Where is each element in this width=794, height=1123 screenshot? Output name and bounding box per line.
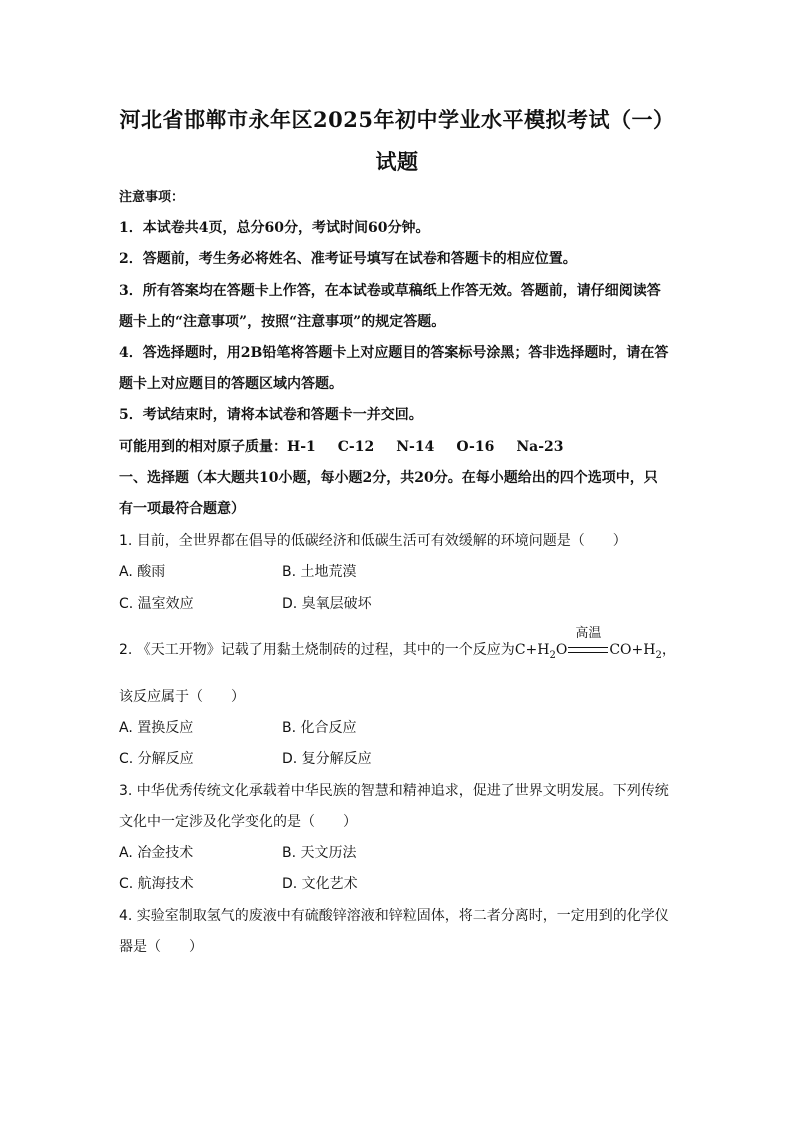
question-4-stem: 4. 实验室制取氢气的废液中有硫酸锌溶液和锌粒固体，将二者分离时，一定用到的化学仪	[119, 908, 669, 924]
atomic-mass: Na-23	[516, 439, 564, 455]
question-2-stem	[119, 626, 676, 661]
question-2-option-c: C. 分解反应	[119, 751, 194, 767]
section-heading-line2: 有一项最符合题意）	[119, 501, 245, 517]
notice-item: 题卡上对应题目的答题区域内答题。	[119, 376, 343, 392]
exam-title-line2: 试题	[375, 149, 419, 174]
equation-reactants: C+H	[514, 642, 550, 658]
question-3-stem-line2: 文化中一定涉及化学变化的是（ ）	[119, 814, 357, 830]
exam-title: 河北省邯郸市永年区2025年初中学业水平模拟考试（一）	[119, 107, 675, 132]
question-1-option-c: C. 温室效应	[119, 596, 194, 612]
notice-item: 2．答题前，考生务必将姓名、准考证号填写在试卷和答题卡的相应位置。	[119, 251, 577, 267]
question-3-option-c: C. 航海技术	[119, 876, 194, 892]
notice-item: 4．答选择题时，用2B铅笔将答题卡上对应题目的答案标号涂黑；答非选择题时，请在答	[119, 345, 669, 361]
atomic-masses	[119, 436, 586, 456]
question-2-stem-text: 2. 《天工开物》记载了用黏土烧制砖的过程，其中的一个反应为	[119, 642, 515, 658]
notice-item: 1．本试卷共4页，总分60分，考试时间60分钟。	[119, 220, 430, 236]
question-3-stem: 3. 中华优秀传统文化承载着中华民族的智慧和精神追求，促进了世界文明发展。下列传统	[119, 783, 669, 799]
notice-item: 3．所有答案均在答题卡上作答，在本试卷或草稿纸上作答无效。答题前，请仔细阅读答	[119, 283, 661, 299]
subscript: 2	[655, 649, 662, 661]
atomic-mass: O-16	[456, 439, 495, 455]
question-3-option-d: D. 文化艺术	[282, 876, 358, 892]
atomic-mass: C-12	[337, 439, 375, 455]
question-2-stem-line2: 该反应属于（ ）	[119, 689, 245, 705]
question-2-option-d: D. 复分解反应	[282, 751, 372, 767]
reaction-condition-label: 高温	[575, 626, 602, 641]
atomic-masses-label: 可能用到的相对原子质量：	[119, 439, 287, 455]
chemical-equation	[514, 626, 676, 661]
section-heading: 一、选择题（本大题共10小题，每小题2分，共20分。在每小题给出的四个选项中，只	[119, 470, 658, 486]
question-1-stem: 1. 目前，全世界都在倡导的低碳经济和低碳生活可有效缓解的环境问题是（ ）	[119, 533, 627, 549]
equals-bar	[568, 647, 608, 653]
question-3-option-b: B. 天文历法	[282, 845, 357, 861]
question-2-option-a: A. 置换反应	[119, 720, 194, 736]
equation-products: CO+H	[609, 642, 656, 658]
equation-punctuation: ，	[661, 642, 676, 658]
question-2-option-b: B. 化合反应	[282, 720, 357, 736]
notice-heading: 注意事项：	[119, 190, 185, 205]
question-1-option-d: D. 臭氧层破坏	[282, 596, 372, 612]
atomic-mass: N-14	[396, 439, 435, 455]
subscript: 2	[549, 649, 556, 661]
question-1-option-b: B. 土地荒漠	[282, 564, 357, 580]
question-1-option-a: A. 酸雨	[119, 564, 166, 580]
question-3-option-a: A. 冶金技术	[119, 845, 194, 861]
atomic-mass: H-1	[287, 439, 316, 455]
equation-reactant-tail: O	[555, 642, 568, 658]
reaction-condition	[567, 626, 609, 658]
question-4-stem-line2: 器是（ ）	[119, 939, 203, 955]
notice-item: 题卡上的“注意事项”，按照“注意事项”的规定答题。	[119, 314, 446, 330]
notice-item: 5．考试结束时，请将本试卷和答题卡一并交回。	[119, 407, 423, 423]
